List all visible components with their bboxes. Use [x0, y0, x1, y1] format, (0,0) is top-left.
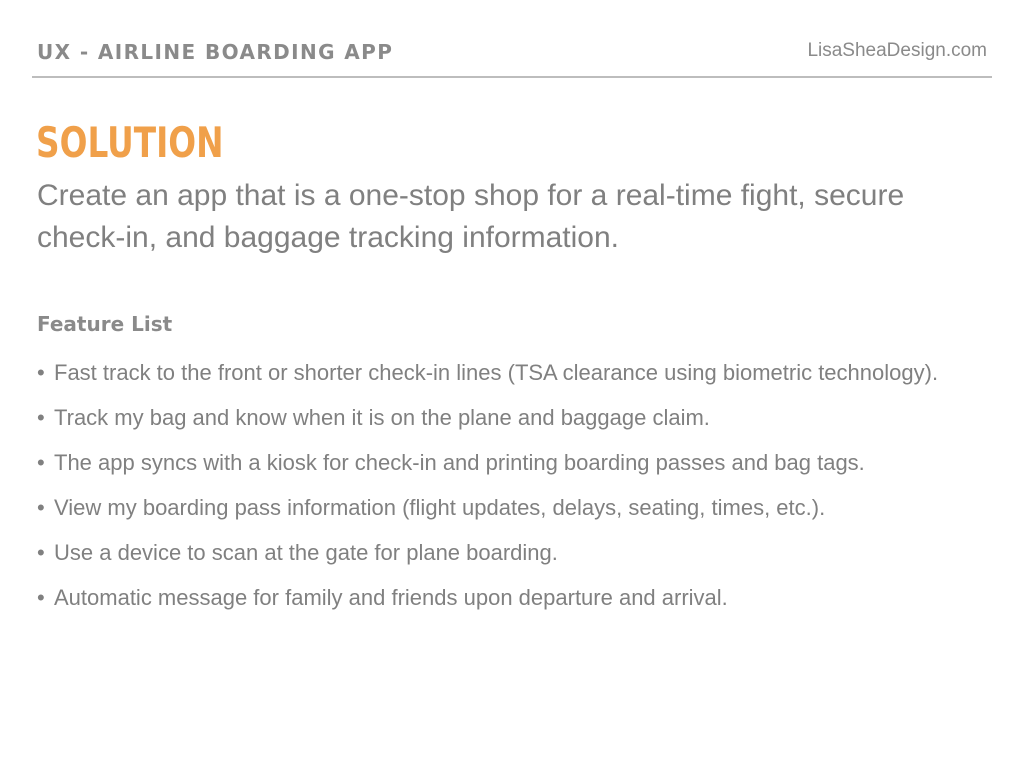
bullet-icon: •: [37, 540, 45, 565]
feature-item: [37, 401, 997, 434]
bullet-icon: •: [37, 360, 45, 385]
feature-item-text: The app syncs with a kiosk for check-in and printing boarding passes and bag tags.: [54, 450, 865, 475]
header-title: UX - AIRLINE BOARDING APP: [37, 40, 394, 64]
feature-item: [37, 446, 997, 479]
feature-list-heading: Feature List: [37, 312, 173, 336]
feature-item-text: View my boarding pass information (flight updates, delays, seating, times, etc.).: [54, 495, 826, 520]
solution-summary: Create an app that is a one-stop shop for a real-time fight, secure check-in, and baggage tracking information.: [37, 179, 905, 254]
bullet-icon: •: [37, 450, 45, 475]
header-site-link: LisaSheaDesign.com: [807, 40, 987, 61]
bullet-icon: •: [37, 495, 45, 520]
header-divider: [32, 76, 992, 78]
feature-item: [37, 356, 997, 389]
bullet-icon: •: [37, 405, 45, 430]
feature-item-text: Use a device to scan at the gate for plane boarding.: [54, 540, 558, 565]
bullet-icon: •: [37, 585, 45, 610]
feature-item-text: Automatic message for family and friends upon departure and arrival.: [54, 585, 728, 610]
section-title: SOLUTION: [36, 118, 224, 167]
feature-item: [37, 536, 997, 569]
feature-item-text: Track my bag and know when it is on the plane and baggage claim.: [54, 405, 710, 430]
feature-item-text: Fast track to the front or shorter check-in lines (TSA clearance using biometric technology).: [54, 360, 939, 385]
feature-item: [37, 581, 997, 614]
feature-item: [37, 491, 997, 524]
feature-list: [37, 356, 997, 626]
